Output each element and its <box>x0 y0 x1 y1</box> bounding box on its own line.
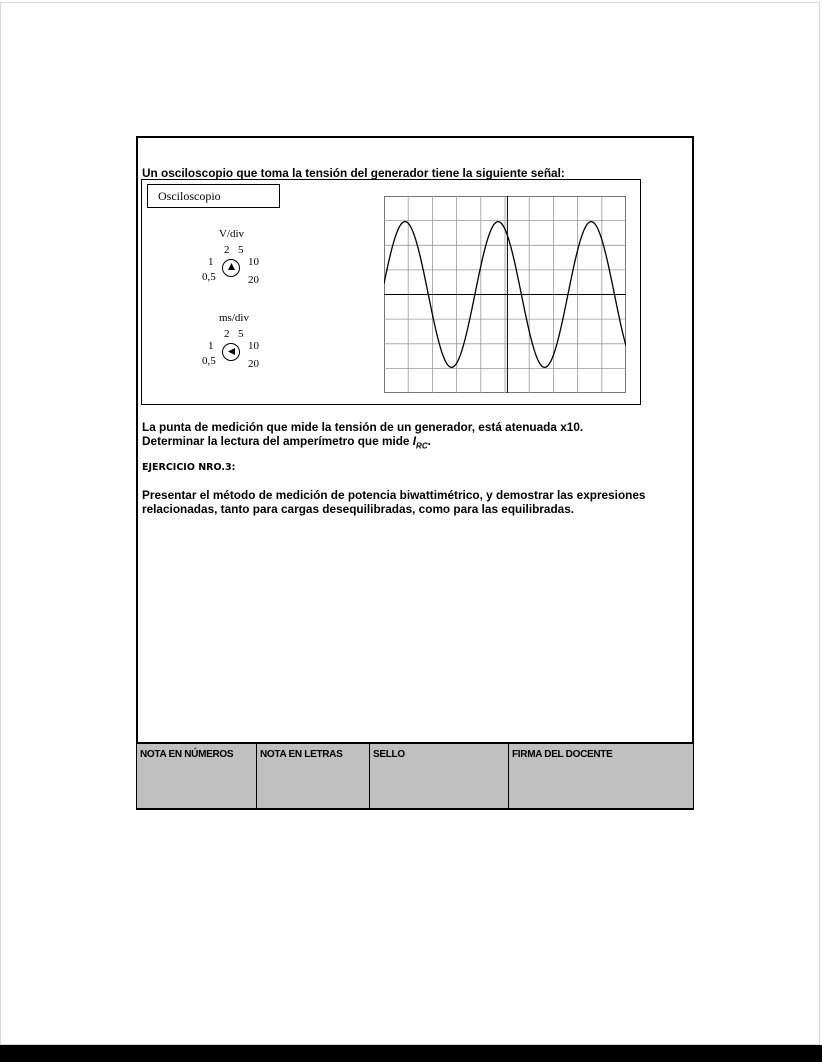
msdiv-knob[interactable] <box>222 343 240 361</box>
statement-line-1: La punta de medición que mide la tensión de un generador, está atenuada x10. <box>142 420 584 434</box>
statement-line-2 <box>142 434 431 453</box>
viewer-bottom-bar <box>0 1045 822 1062</box>
oscilloscope-label: Osciloscopio <box>147 184 280 208</box>
pointer-left-icon <box>224 344 239 359</box>
msdiv-setting-0-5: 0,5 <box>202 355 216 367</box>
exercise-text-line-2: relacionadas, tanto para cargas desequilibradas, como para las equilibradas. <box>142 502 575 516</box>
vdiv-setting-1: 1 <box>208 256 214 268</box>
vdiv-knob[interactable] <box>222 259 240 277</box>
teacher-signature-cell[interactable]: FIRMA DEL DOCENTE <box>512 749 613 760</box>
exercise-text-line-1: Presentar el método de medición de potencia biwattimétrico, y demostrar las expresiones <box>142 488 646 502</box>
vdiv-setting-2: 2 <box>224 244 230 256</box>
vdiv-setting-10: 10 <box>248 256 259 268</box>
statement-period: . <box>427 434 431 448</box>
msdiv-setting-1: 1 <box>208 340 214 352</box>
msdiv-setting-10: 10 <box>248 340 259 352</box>
stamp-cell[interactable]: SELLO <box>370 744 509 808</box>
grade-table <box>137 742 693 808</box>
msdiv-title: ms/div <box>219 312 249 324</box>
vdiv-setting-5: 5 <box>238 244 244 256</box>
vdiv-setting-20: 20 <box>248 274 259 286</box>
exercise-header: EJERCICIO NRO.3: <box>142 462 236 473</box>
statement-line-2-text: Determinar la lectura del amperímetro que mide <box>142 434 413 448</box>
intro-text: Un osciloscopio que toma la tensión del generador tiene la siguiente señal: <box>142 166 565 180</box>
current-var: I <box>412 434 417 448</box>
grade-numbers-cell[interactable]: NOTA EN NÚMEROS <box>137 744 257 808</box>
msdiv-setting-5: 5 <box>238 328 244 340</box>
vdiv-title: V/div <box>219 228 245 240</box>
msdiv-setting-20: 20 <box>248 358 259 370</box>
grade-letters-cell[interactable]: NOTA EN LETRAS <box>257 744 370 808</box>
oscilloscope-screen <box>384 196 626 393</box>
current-var-subscript: RC <box>416 441 428 451</box>
pointer-up-icon <box>224 260 239 275</box>
vdiv-setting-0-5: 0,5 <box>202 271 216 283</box>
msdiv-setting-2: 2 <box>224 328 230 340</box>
